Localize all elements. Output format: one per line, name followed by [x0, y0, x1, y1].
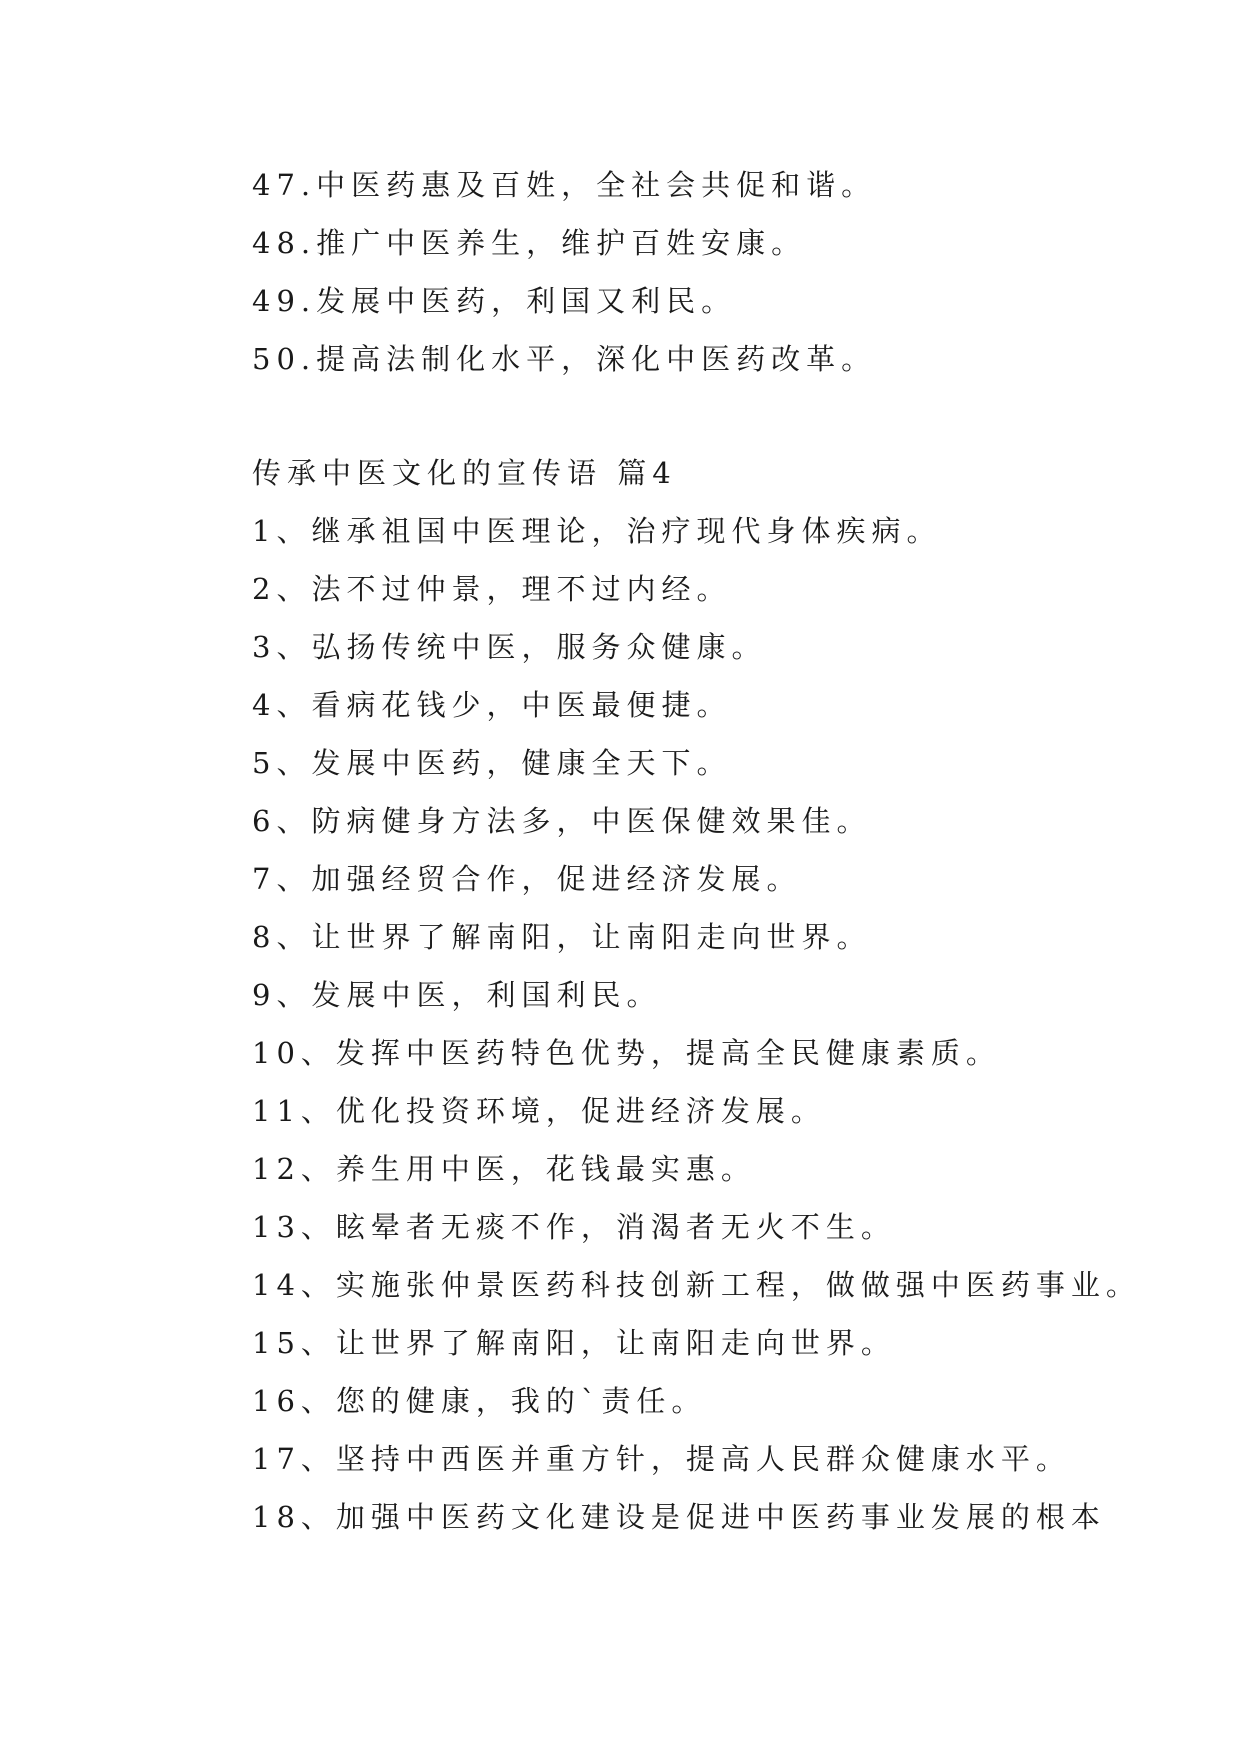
- list-item: 47.中医药惠及百姓，全社会共促和谐。: [252, 168, 877, 202]
- list-item: 16、您的健康，我的`责任。: [252, 1384, 707, 1418]
- section-heading: 传承中医文化的宣传语 篇4: [252, 456, 677, 490]
- list-item: 18、加强中医药文化建设是促进中医药事业发展的根本: [252, 1500, 1106, 1534]
- list-item: 4、看病花钱少，中医最便捷。: [252, 688, 732, 722]
- list-item: 12、养生用中医，花钱最实惠。: [252, 1152, 756, 1186]
- list-item: 2、法不过仲景，理不过内经。: [252, 572, 732, 606]
- list-item: 49.发展中医药，利国又利民。: [252, 284, 737, 318]
- list-item: 48.推广中医养生，维护百姓安康。: [252, 226, 807, 260]
- list-item: 6、防病健身方法多，中医保健效果佳。: [252, 804, 872, 838]
- list-item: 1、继承祖国中医理论，治疗现代身体疾病。: [252, 514, 942, 548]
- intro-list: [252, 156, 1152, 388]
- list-item: 17、坚持中西医并重方针，提高人民群众健康水平。: [252, 1442, 1071, 1476]
- list-item: 7、加强经贸合作，促进经济发展。: [252, 862, 802, 896]
- list-item: 14、实施张仲景医药科技创新工程，做做强中医药事业。: [252, 1268, 1141, 1302]
- slogan-list: [252, 502, 1152, 1546]
- list-item: 5、发展中医药，健康全天下。: [252, 746, 732, 780]
- list-item: 8、让世界了解南阳，让南阳走向世界。: [252, 920, 872, 954]
- list-item: 15、让世界了解南阳，让南阳走向世界。: [252, 1326, 896, 1360]
- list-item: 10、发挥中医药特色优势，提高全民健康素质。: [252, 1036, 1001, 1070]
- list-item: 50.提高法制化水平，深化中医药改革。: [252, 342, 877, 376]
- list-item: 11、优化投资环境，促进经济发展。: [252, 1094, 826, 1128]
- list-item: 9、发展中医，利国利民。: [252, 978, 662, 1012]
- list-item: 3、弘扬传统中医，服务众健康。: [252, 630, 767, 664]
- list-item: 13、眩晕者无痰不作，消渴者无火不生。: [252, 1210, 896, 1244]
